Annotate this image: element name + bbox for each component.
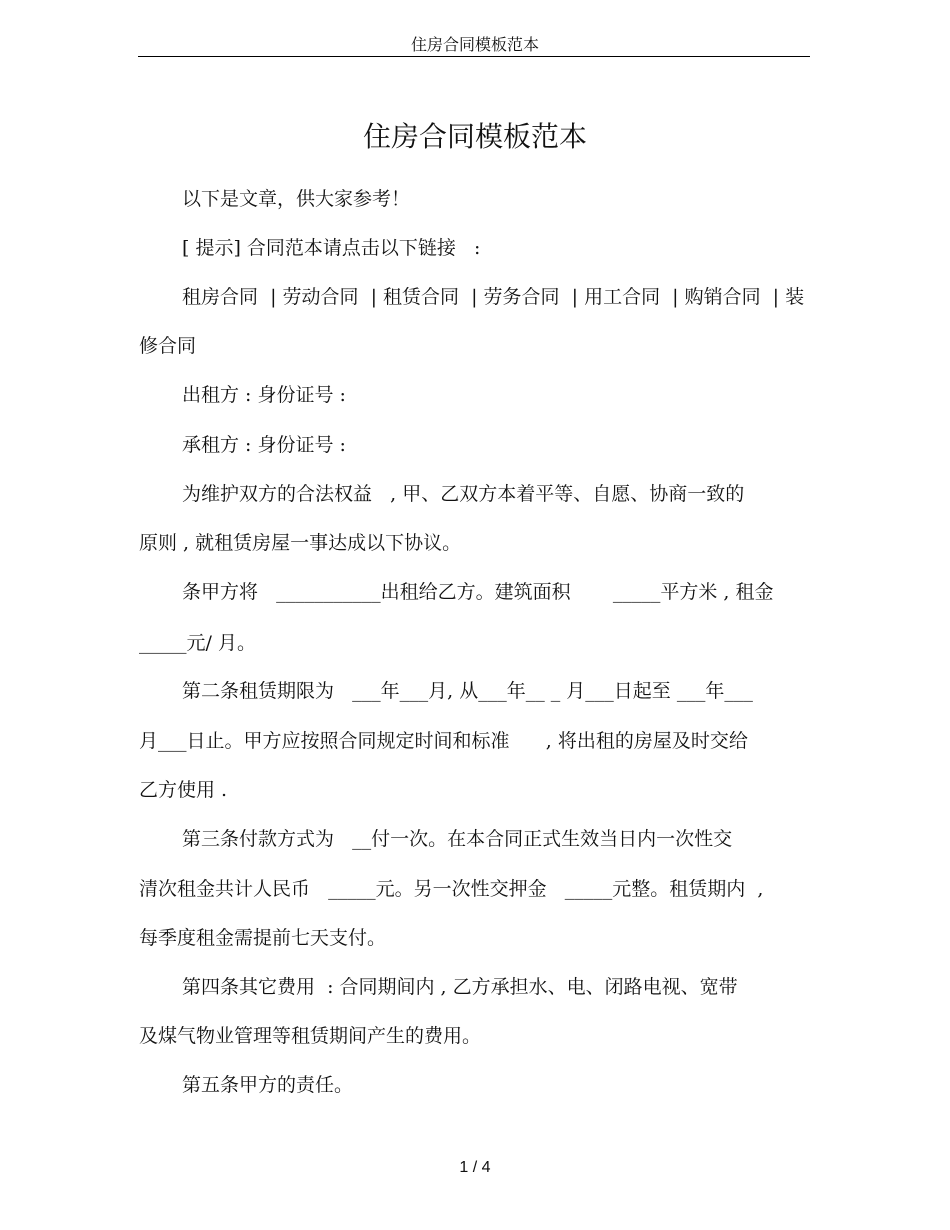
hint-line: [ 提示] 合同范本请点击以下链接 : — [182, 237, 481, 259]
contract-links-line: 租房合同 | 劳动合同 | 租赁合同 | 劳务合同 | 用工合同 | 购销合同 | 装 — [182, 286, 805, 308]
preamble-line: 为维护双方的合法权益 , 甲、乙双方本着平等、自愿、协商一致的 — [182, 483, 745, 505]
clause-1-line: 条甲方将 ___________出租给乙方。建筑面积 _____平方米 , 租金 — [182, 581, 774, 603]
lessee-line: 承租方 : 身份证号 : — [182, 434, 346, 456]
clause-5-line: 第五条甲方的责任。 — [182, 1074, 354, 1096]
lessor-line: 出租方 : 身份证号 : — [182, 384, 346, 406]
clause-2-line-cont: 月___日止。甲方应按照合同规定时间和标准 , 将出租的房屋及时交给 — [139, 730, 748, 752]
clause-4-line: 第四条其它费用 : 合同期间内 , 乙方承担水、电、闭路电视、宽带 — [182, 976, 738, 998]
clause-2-line: 第二条租赁期限为 ___年___月, 从___年__ _ 月___日起至 ___年___ — [182, 680, 753, 702]
clause-4-line-cont: 及煤气物业管理等租赁期间产生的费用。 — [139, 1025, 482, 1047]
clause-3-line: 第三条付款方式为 __付一次。在本合同正式生效当日内一次性交 — [182, 828, 733, 850]
intro-line: 以下是文章，供大家参考！ — [182, 188, 411, 210]
running-header: 住房合同模板范本 — [410, 35, 539, 54]
clause-1-line-cont: _____元/ 月。 — [139, 632, 256, 654]
page-number: 1 / 4 — [459, 1159, 491, 1176]
clause-2-line-end: 乙方使用 . — [139, 779, 228, 801]
preamble-line-cont: 原则 , 就租赁房屋一事达成以下协议。 — [139, 532, 462, 554]
clause-3-line-cont: 清次租金共计人民币 _____元。另一次性交押金 _____元整。租赁期内 , — [139, 878, 764, 900]
contract-links-line-cont: 修合同 — [139, 335, 197, 357]
clause-3-line-end: 每季度租金需提前七天支付。 — [139, 927, 387, 949]
header-divider — [138, 56, 810, 57]
document-title: 住房合同模板范本 — [362, 120, 587, 153]
